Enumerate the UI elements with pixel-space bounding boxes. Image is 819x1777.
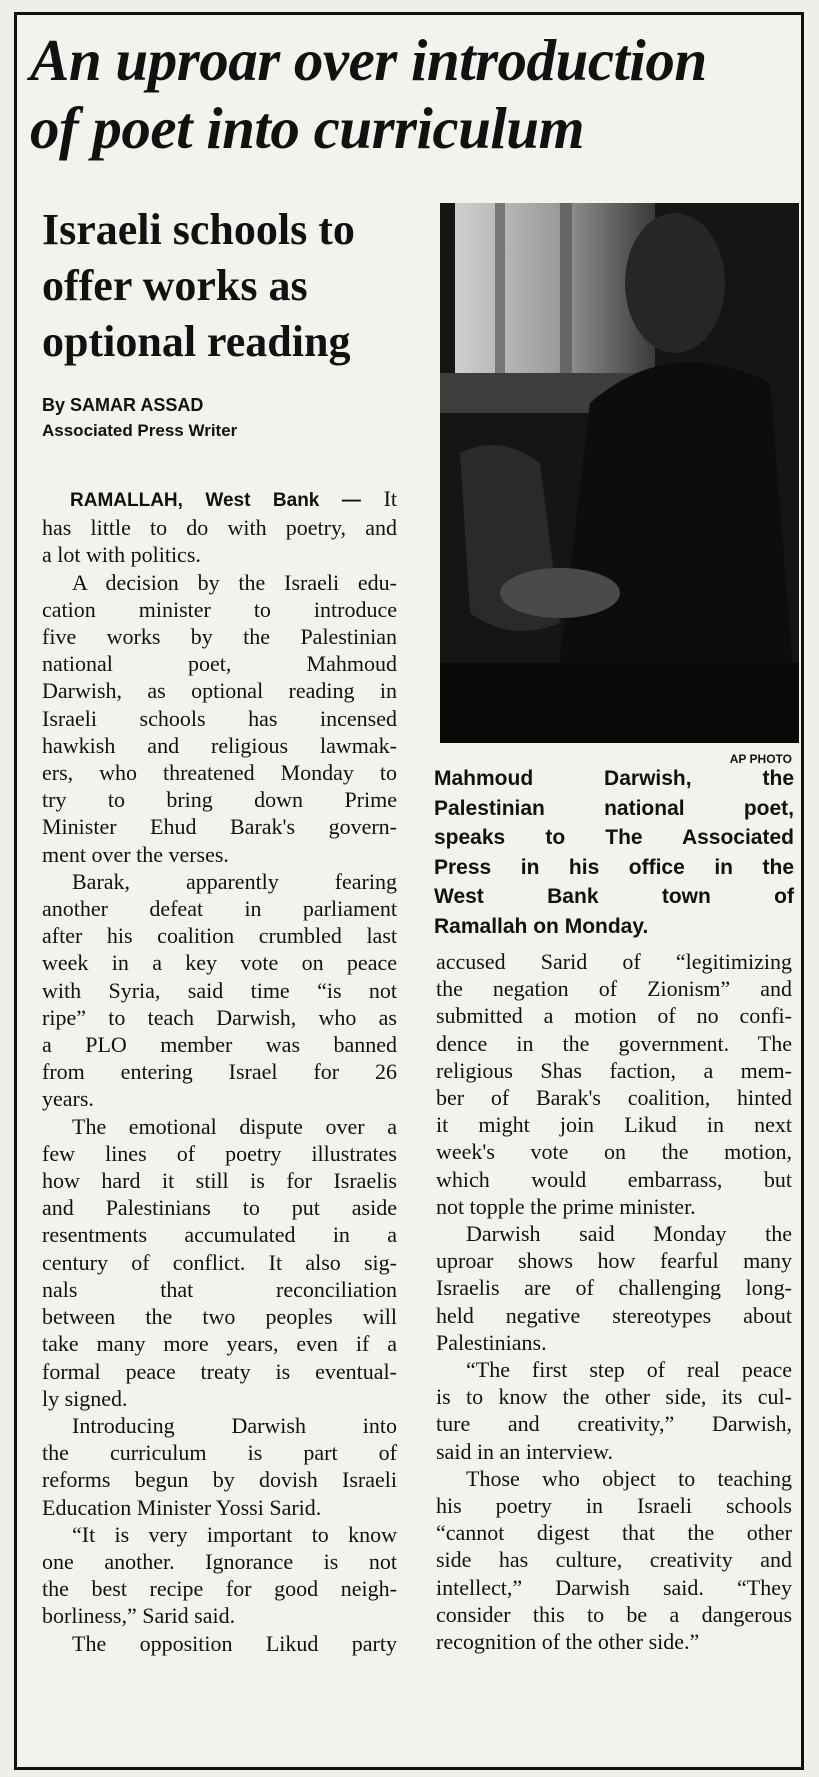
body-line: one another. Ignorance is not [42, 1548, 397, 1574]
body-line: from entering Israel for 26 [42, 1059, 397, 1085]
body-line: week's vote on the motion, [436, 1139, 792, 1165]
body-line: Barak, apparently fearing [72, 868, 397, 894]
body-line: recognition of the other side.” [436, 1629, 700, 1655]
body-line: Darwish said Monday the [466, 1221, 792, 1247]
body-line: The opposition Likud party [72, 1630, 397, 1656]
body-line: uproar shows how fearful many [436, 1248, 792, 1274]
byline-author: By SAMAR ASSAD [42, 395, 204, 415]
headline-line: of poet into curriculum [30, 95, 584, 161]
body-line: which would embarrass, but [436, 1166, 792, 1192]
byline [42, 392, 422, 444]
subhead-line: Israeli schools to [42, 205, 355, 254]
body-line: “cannot digest that the other [436, 1520, 792, 1546]
body-line: intellect,” Darwish said. “They [436, 1574, 792, 1600]
body-line: resentments accumulated in a [42, 1222, 397, 1248]
article-photo [440, 203, 799, 743]
body-line: “It is very important to know [72, 1521, 397, 1547]
body-text: It [383, 486, 398, 511]
body-line: Palestinians. [436, 1329, 547, 1355]
body-line: the curriculum is part of [42, 1440, 397, 1466]
body-line: reforms begun by dovish Israeli [42, 1467, 397, 1493]
body-line: the negation of Zionism” and [436, 976, 792, 1002]
subhead-line: offer works as [42, 261, 308, 310]
body-line: formal peace treaty is eventual- [42, 1358, 397, 1384]
body-line: a lot with politics. [42, 542, 201, 568]
body-line: said in an interview. [436, 1438, 613, 1464]
body-line: century of conflict. It also sig- [42, 1249, 397, 1275]
body-line: not topple the prime minister. [436, 1193, 696, 1219]
body-line: few lines of poetry illustrates [42, 1140, 397, 1166]
body-line: Israeli schools has incensed [42, 705, 397, 731]
body-line: it might join Likud in next [436, 1112, 792, 1138]
caption-line: Mahmoud Darwish, the [434, 767, 794, 790]
body-line: consider this to be a dangerous [436, 1601, 792, 1627]
body-line: and Palestinians to put aside [42, 1195, 397, 1221]
body-line: The emotional dispute over a [72, 1113, 397, 1139]
body-line: Darwish, as optional reading in [42, 678, 397, 704]
body-line: Introducing Darwish into [72, 1412, 397, 1438]
photo-caption [434, 764, 794, 941]
subhead-line: optional reading [42, 317, 351, 366]
body-line: ment over the verses. [42, 841, 229, 867]
body-line: week in a key vote on peace [42, 950, 397, 976]
body-line: ture and creativity,” Darwish, [436, 1411, 792, 1437]
caption-line: Ramallah on Monday. [434, 914, 649, 938]
subheadline [42, 202, 422, 370]
body-line: nals that reconciliation [42, 1276, 397, 1302]
byline-title: Associated Press Writer [42, 421, 238, 440]
body-line: side has culture, creativity and [436, 1547, 792, 1573]
body-line: Minister Ehud Barak's govern- [42, 814, 397, 840]
body-line: years. [42, 1086, 94, 1112]
body-line: Israelis are of challenging long- [436, 1275, 792, 1301]
body-line: dence in the government. The [436, 1030, 792, 1056]
body-line: hawkish and religious lawmak- [42, 732, 397, 758]
body-line: five works by the Palestinian [42, 624, 397, 650]
body-line: religious Shas faction, a mem- [436, 1057, 792, 1083]
body-line: is to know the other side, its cul- [436, 1384, 792, 1410]
body-line: another defeat in parliament [42, 896, 397, 922]
photo-image [440, 203, 799, 743]
body-line: between the two peoples will [42, 1304, 397, 1330]
body-line: ers, who threatened Monday to [42, 760, 397, 786]
headline-line: An uproar over introduction [30, 27, 707, 93]
body-line: submitted a motion of no confi- [436, 1003, 792, 1029]
article-column-2 [436, 948, 792, 1655]
body-line: has little to do with poetry, and [42, 515, 397, 541]
body-line: take many more years, even if a [42, 1331, 397, 1357]
body-line: a PLO member was banned [42, 1032, 397, 1058]
body-line: how hard it still is for Israelis [42, 1168, 397, 1194]
body-line: the best recipe for good neigh- [42, 1576, 397, 1602]
body-line: after his coalition crumbled last [42, 923, 397, 949]
photo-credit: AP PHOTO [729, 752, 792, 766]
caption-line: Press in his office in the [434, 855, 794, 879]
body-line: borliness,” Sarid said. [42, 1603, 236, 1629]
body-line: with Syria, said time “is not [42, 977, 397, 1003]
caption-line: West Bank town of [434, 885, 794, 908]
body-line: A decision by the Israeli edu- [72, 569, 397, 595]
body-line: accused Sarid of “legitimizing [436, 949, 792, 974]
body-line: ripe” to teach Darwish, who as [42, 1004, 397, 1030]
body-line: held negative stereotypes about [436, 1302, 792, 1328]
body-line [42, 485, 397, 514]
headline [30, 26, 800, 162]
dateline: RAMALLAH, West Bank — [70, 490, 361, 511]
body-line: national poet, Mahmoud [42, 651, 397, 677]
caption-line: Palestinian national poet, [434, 796, 794, 820]
body-line: ber of Barak's coalition, hinted [436, 1085, 792, 1111]
body-line: cation minister to introduce [42, 596, 397, 622]
body-line: ly signed. [42, 1385, 128, 1411]
body-line: try to bring down Prime [42, 787, 397, 813]
body-line: Those who object to teaching [466, 1465, 792, 1491]
article-column-1 [42, 485, 397, 1657]
caption-line: speaks to The Associated [434, 826, 794, 849]
body-line: his poetry in Israeli schools [436, 1493, 792, 1519]
body-line: Education Minister Yossi Sarid. [42, 1494, 322, 1520]
body-line: “The first step of real peace [466, 1357, 792, 1383]
